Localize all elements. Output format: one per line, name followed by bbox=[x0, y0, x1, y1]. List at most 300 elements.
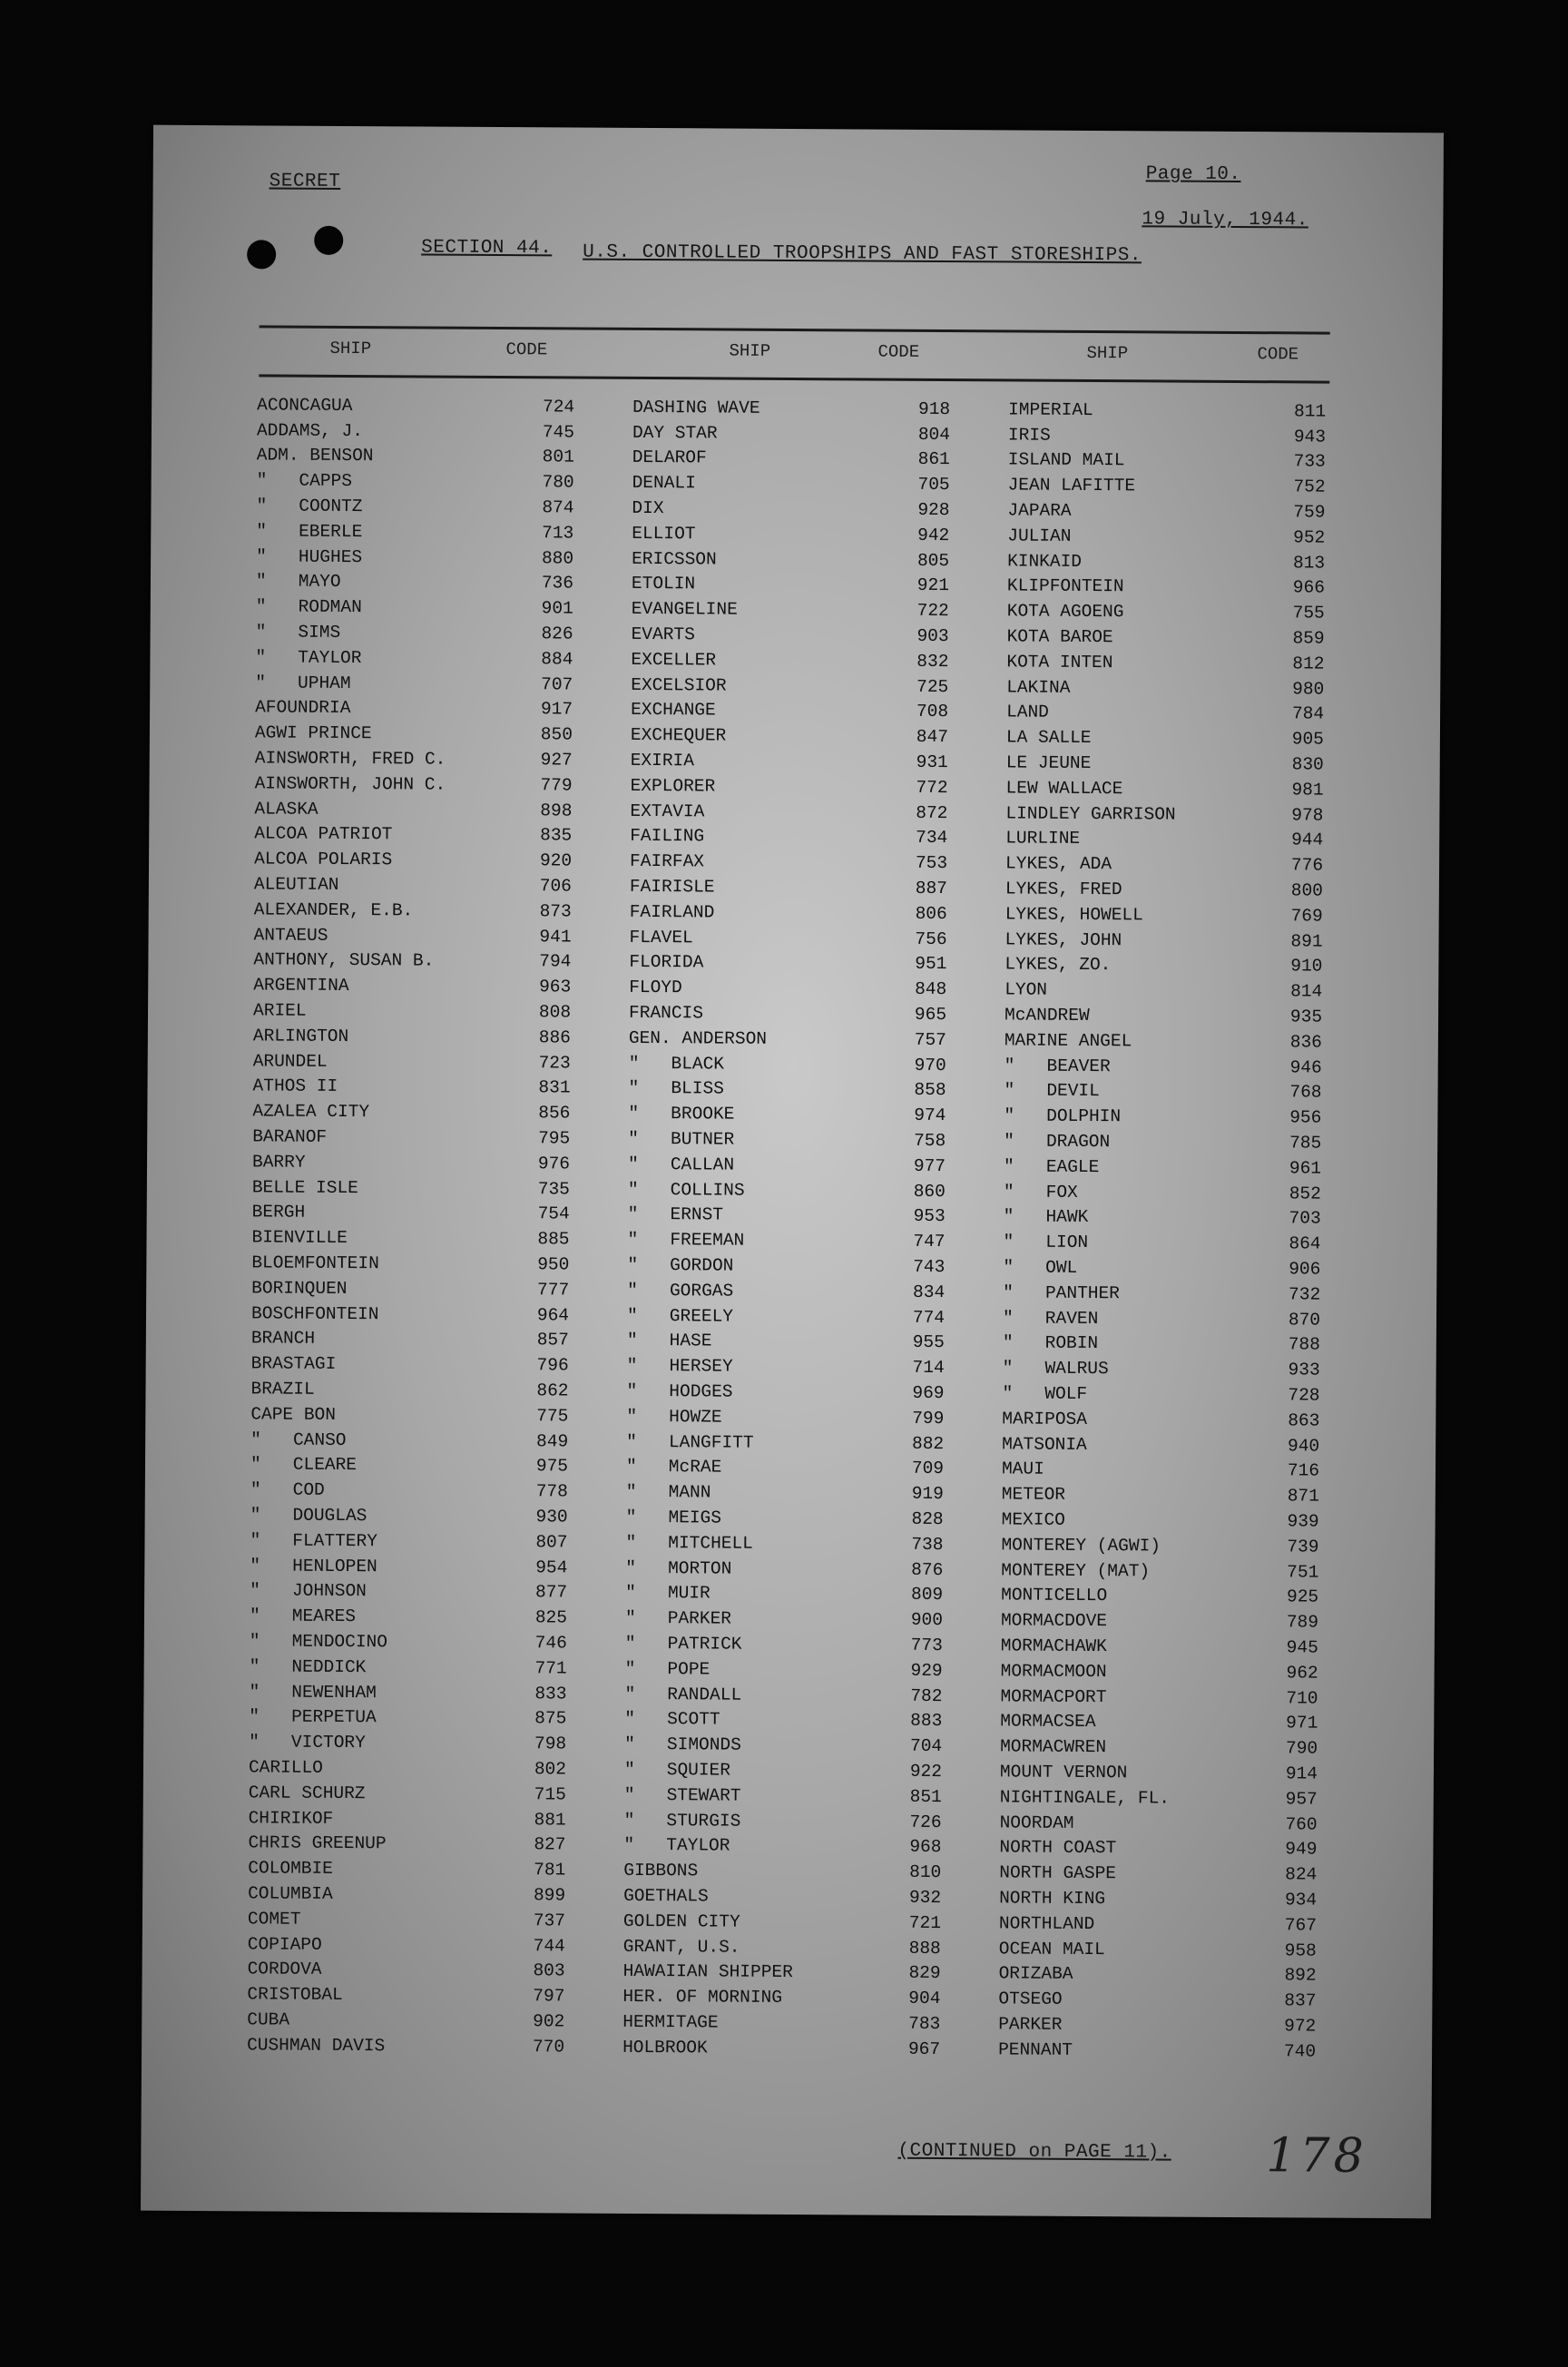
table-row bbox=[622, 1984, 940, 2011]
ship-name: " TAYLOR bbox=[623, 1835, 730, 1856]
ship-name: ALASKA bbox=[254, 799, 318, 820]
table-row bbox=[1006, 674, 1324, 702]
ship-code: 875 bbox=[534, 1708, 567, 1729]
ship-name: KINKAID bbox=[1007, 551, 1083, 572]
table-row bbox=[998, 2037, 1316, 2064]
ship-code: 886 bbox=[538, 1027, 571, 1048]
table-row bbox=[253, 922, 571, 949]
ship-name: MATSONIA bbox=[1002, 1433, 1087, 1455]
ship-code: 950 bbox=[537, 1254, 570, 1275]
ship-name: DAY STAR bbox=[632, 422, 718, 444]
ship-code: 704 bbox=[909, 1735, 943, 1757]
ship-name: " VICTORY bbox=[249, 1732, 366, 1753]
table-row bbox=[624, 1808, 942, 1835]
table-row bbox=[255, 746, 573, 773]
table-row bbox=[254, 796, 572, 823]
section-label: SECTION 44. bbox=[421, 237, 553, 260]
table-row bbox=[1003, 1356, 1320, 1383]
table-row bbox=[255, 644, 573, 672]
ship-name: CUSHMAN DAVIS bbox=[247, 2035, 386, 2056]
ship-name: EXIRIA bbox=[630, 750, 695, 771]
table-row bbox=[250, 1604, 567, 1631]
ship-name: GRANT, U.S. bbox=[622, 1936, 740, 1958]
table-row bbox=[1006, 775, 1324, 802]
ship-name: " GREELY bbox=[626, 1305, 734, 1327]
table-row bbox=[250, 1376, 568, 1403]
ship-code: 805 bbox=[916, 550, 950, 571]
table-row bbox=[1007, 624, 1325, 652]
ship-name: JEAN LAFITTE bbox=[1007, 475, 1136, 496]
table-row bbox=[253, 1023, 571, 1050]
table-row bbox=[631, 647, 948, 674]
ship-name: " COONTZ bbox=[256, 496, 363, 517]
ship-name: " JOHNSON bbox=[250, 1580, 367, 1602]
ship-code: 932 bbox=[908, 1887, 942, 1908]
table-row bbox=[1001, 1557, 1318, 1585]
table-row bbox=[1004, 1179, 1321, 1206]
ship-code: 714 bbox=[912, 1357, 945, 1379]
table-row bbox=[248, 1831, 565, 1858]
table-row bbox=[624, 1682, 942, 1709]
ship-name: ALEXANDER, E.B. bbox=[253, 899, 414, 921]
ship-name: LURLINE bbox=[1005, 828, 1081, 850]
table-row bbox=[629, 1026, 946, 1053]
ship-code: 849 bbox=[536, 1430, 569, 1452]
ship-code: 758 bbox=[914, 1130, 946, 1152]
table-row bbox=[626, 1454, 944, 1481]
ship-code: 745 bbox=[542, 421, 575, 443]
ship-name: " PARKER bbox=[624, 1608, 732, 1629]
table-row bbox=[256, 544, 573, 571]
table-row bbox=[256, 518, 573, 545]
ship-name: KOTA INTEN bbox=[1006, 652, 1113, 673]
table-row bbox=[249, 1730, 566, 1757]
ship-code: 813 bbox=[1292, 553, 1326, 574]
ship-code: 963 bbox=[539, 977, 572, 997]
ship-code: 921 bbox=[916, 575, 950, 596]
table-row bbox=[631, 697, 948, 724]
ship-name: BLOEMFONTEIN bbox=[251, 1252, 379, 1274]
ship-code: 949 bbox=[1285, 1839, 1318, 1860]
ship-code: 825 bbox=[534, 1607, 568, 1628]
table-row bbox=[625, 1556, 943, 1583]
table-row bbox=[632, 446, 950, 473]
ship-name: OTSEGO bbox=[998, 1989, 1063, 2009]
ship-code: 970 bbox=[914, 1055, 946, 1075]
ship-name: " DOLPHIN bbox=[1004, 1105, 1122, 1127]
column-header-code: CODE bbox=[1257, 344, 1299, 365]
punch-hole bbox=[247, 240, 276, 269]
ship-code: 939 bbox=[1287, 1511, 1319, 1532]
ship-code: 779 bbox=[540, 775, 573, 796]
ship-code: 851 bbox=[909, 1786, 942, 1807]
table-row bbox=[999, 1861, 1317, 1888]
ship-code: 945 bbox=[1286, 1637, 1318, 1658]
ship-name: ISLAND MAIL bbox=[1007, 449, 1125, 471]
ship-code: 785 bbox=[1289, 1133, 1322, 1154]
ship-name: " GORGAS bbox=[627, 1280, 734, 1301]
ship-code: 899 bbox=[533, 1885, 566, 1906]
ship-code: 831 bbox=[538, 1077, 571, 1098]
table-row bbox=[1008, 447, 1326, 475]
ship-code: 703 bbox=[1289, 1208, 1321, 1229]
table-row bbox=[255, 695, 573, 722]
ship-name: " NEWENHAM bbox=[249, 1681, 377, 1703]
ship-name: CAPE BON bbox=[250, 1404, 337, 1425]
ship-code: 810 bbox=[909, 1861, 942, 1883]
ship-code: 809 bbox=[910, 1585, 944, 1606]
table-row bbox=[254, 847, 572, 874]
ship-code: 922 bbox=[909, 1761, 943, 1782]
ship-name: ADDAMS, J. bbox=[256, 420, 364, 441]
ship-code: 835 bbox=[540, 825, 573, 846]
ship-code: 920 bbox=[539, 850, 573, 871]
ship-name: " MAYO bbox=[255, 571, 341, 593]
ship-name: AINSWORTH, JOHN C. bbox=[254, 773, 446, 795]
ship-name: IRIS bbox=[1007, 425, 1051, 446]
ship-name: ALEUTIAN bbox=[253, 874, 339, 895]
table-row bbox=[1004, 1078, 1321, 1105]
ship-code: 848 bbox=[915, 979, 947, 1000]
ship-code: 892 bbox=[1284, 1965, 1317, 1986]
table-row bbox=[625, 1606, 943, 1633]
ship-name: AGWI PRINCE bbox=[254, 722, 372, 744]
table-row bbox=[256, 620, 573, 647]
ship-name: EXCELSIOR bbox=[631, 674, 727, 696]
table-row bbox=[1006, 700, 1324, 727]
table-row bbox=[629, 949, 946, 977]
ship-code: 790 bbox=[1285, 1738, 1318, 1759]
table-row bbox=[630, 849, 947, 876]
ship-name: IMPERIAL bbox=[1008, 399, 1093, 420]
ship-name: JAPARA bbox=[1007, 500, 1072, 521]
table-row bbox=[632, 546, 949, 574]
ship-name: " HAWK bbox=[1003, 1206, 1089, 1228]
ship-code: 830 bbox=[1291, 754, 1324, 775]
table-row bbox=[623, 1909, 941, 1936]
table-row bbox=[257, 443, 574, 470]
ship-name: NORTH KING bbox=[999, 1888, 1106, 1910]
table-row bbox=[628, 1101, 946, 1128]
ship-name: " HASE bbox=[626, 1331, 712, 1351]
table-row bbox=[1003, 1331, 1320, 1358]
ship-name: BERGH bbox=[251, 1202, 306, 1223]
table-row bbox=[632, 470, 950, 497]
table-row bbox=[1006, 725, 1324, 752]
ship-code: 891 bbox=[1290, 930, 1323, 952]
table-row bbox=[1002, 1507, 1319, 1534]
table-row bbox=[630, 823, 947, 850]
ship-name: " RANDALL bbox=[624, 1684, 742, 1705]
table-row bbox=[251, 1275, 569, 1302]
ship-name: ANTHONY, SUSAN B. bbox=[253, 949, 435, 972]
table-row bbox=[247, 1982, 564, 2009]
ship-code: 933 bbox=[1288, 1360, 1320, 1380]
ship-code: 919 bbox=[911, 1483, 944, 1505]
ship-name: DASHING WAVE bbox=[632, 397, 760, 418]
ship-name: " UPHAM bbox=[255, 673, 351, 693]
ship-code: 824 bbox=[1285, 1864, 1318, 1885]
ship-name: DENALI bbox=[632, 473, 696, 494]
ship-name: " BLISS bbox=[628, 1078, 724, 1099]
ship-code: 803 bbox=[533, 1960, 565, 1981]
ship-name: HER. OF MORNING bbox=[622, 1986, 783, 2009]
table-row bbox=[629, 1051, 946, 1078]
ship-code: 934 bbox=[1284, 1890, 1318, 1910]
ship-code: 978 bbox=[1291, 804, 1324, 826]
ship-code: 795 bbox=[538, 1128, 571, 1149]
ship-name: " MENDOCINO bbox=[249, 1631, 388, 1653]
document-page bbox=[141, 125, 1444, 2219]
ship-name: FLOYD bbox=[629, 977, 682, 998]
table-row bbox=[629, 975, 946, 1002]
ship-name: KOTA BAROE bbox=[1006, 626, 1113, 648]
table-row bbox=[250, 1553, 567, 1580]
table-row bbox=[250, 1527, 567, 1555]
table-row bbox=[249, 1805, 566, 1832]
ship-code: 780 bbox=[542, 472, 574, 493]
ship-code: 874 bbox=[542, 497, 574, 518]
table-row bbox=[1004, 977, 1322, 1005]
ship-code: 941 bbox=[539, 926, 572, 948]
ship-code: 808 bbox=[538, 1002, 572, 1023]
table-row bbox=[1007, 548, 1325, 575]
table-row bbox=[252, 1099, 570, 1126]
ship-code: 721 bbox=[908, 1912, 942, 1933]
ship-name: " NEDDICK bbox=[249, 1656, 367, 1677]
table-row bbox=[1000, 1784, 1318, 1812]
table-row bbox=[255, 771, 573, 798]
table-row bbox=[251, 1301, 569, 1328]
ship-code: 928 bbox=[917, 499, 950, 521]
ship-code: 833 bbox=[534, 1683, 567, 1704]
table-row bbox=[256, 569, 573, 596]
ship-name: LEW WALLACE bbox=[1005, 778, 1123, 800]
table-row bbox=[632, 496, 949, 523]
table-row bbox=[623, 1959, 941, 1986]
table-row bbox=[630, 874, 947, 901]
ship-code: 724 bbox=[542, 397, 575, 417]
ship-name: " MITCHELL bbox=[625, 1532, 754, 1554]
table-row bbox=[251, 1326, 569, 1353]
table-row bbox=[631, 773, 948, 800]
ship-name: DELAROF bbox=[632, 447, 707, 468]
ship-name: MORMACHAWK bbox=[1000, 1635, 1107, 1657]
ship-name: " STURGIS bbox=[623, 1810, 741, 1832]
ship-name: CRISTOBAL bbox=[247, 1984, 343, 2006]
table-row bbox=[628, 1177, 946, 1204]
ship-name: FAIRLAND bbox=[629, 901, 715, 923]
ship-name: MARINE ANGEL bbox=[1004, 1030, 1132, 1052]
ship-code: 796 bbox=[536, 1355, 569, 1376]
ship-code: 969 bbox=[912, 1382, 945, 1403]
ship-code: 880 bbox=[541, 547, 574, 569]
table-row bbox=[1008, 422, 1326, 449]
table-row bbox=[626, 1429, 944, 1457]
ship-code: 965 bbox=[914, 1004, 947, 1026]
ship-code: 935 bbox=[1289, 1007, 1323, 1027]
ship-code: 951 bbox=[915, 954, 947, 975]
ship-code: 962 bbox=[1286, 1663, 1318, 1684]
ship-code: 971 bbox=[1286, 1713, 1318, 1734]
ship-code: 980 bbox=[1292, 679, 1325, 700]
table-row bbox=[251, 1351, 569, 1379]
ship-name: GOETHALS bbox=[623, 1885, 709, 1907]
ship-code: 728 bbox=[1288, 1385, 1320, 1406]
ship-name: MORMACMOON bbox=[1000, 1661, 1107, 1682]
ship-code: 753 bbox=[915, 853, 948, 874]
ship-code: 862 bbox=[536, 1380, 569, 1401]
punch-hole bbox=[314, 226, 343, 255]
ship-name: LYKES, ZO. bbox=[1004, 954, 1112, 976]
table-row bbox=[1000, 1734, 1318, 1762]
ship-code: 755 bbox=[1292, 603, 1325, 624]
table-row bbox=[999, 1936, 1317, 1963]
ship-code: 708 bbox=[916, 702, 949, 722]
ship-name: COLUMBIA bbox=[248, 1883, 333, 1904]
ship-code: 768 bbox=[1289, 1082, 1322, 1103]
ship-name: LAKINA bbox=[1006, 677, 1071, 698]
ship-code: 760 bbox=[1285, 1813, 1318, 1835]
ship-code: 918 bbox=[917, 398, 951, 419]
ship-code: 929 bbox=[910, 1660, 943, 1681]
ship-name: MONTICELLO bbox=[1001, 1585, 1108, 1606]
ship-code: 713 bbox=[542, 523, 574, 544]
ship-name: " PERPETUA bbox=[249, 1706, 377, 1728]
ship-name: MAUI bbox=[1001, 1459, 1044, 1480]
table-row bbox=[1001, 1658, 1318, 1685]
table-row bbox=[630, 899, 947, 927]
ship-name: FRANCIS bbox=[628, 1002, 704, 1024]
table-row bbox=[631, 673, 948, 700]
table-row bbox=[1002, 1431, 1319, 1459]
ship-name: " LANGFITT bbox=[626, 1431, 754, 1453]
table-row bbox=[1001, 1608, 1318, 1635]
ship-code: 706 bbox=[539, 876, 572, 897]
ship-code: 954 bbox=[535, 1557, 568, 1578]
table-row bbox=[1003, 1255, 1320, 1282]
ship-name: " FREEMAN bbox=[627, 1230, 745, 1251]
ship-code: 834 bbox=[913, 1282, 946, 1302]
ship-name: " BEAVER bbox=[1004, 1056, 1111, 1076]
table-row bbox=[623, 1883, 941, 1910]
ship-code: 798 bbox=[534, 1734, 567, 1754]
ship-code: 905 bbox=[1291, 729, 1324, 750]
classification-label: SECRET bbox=[269, 171, 341, 192]
table-row bbox=[248, 1957, 565, 1984]
table-row bbox=[254, 821, 572, 849]
ship-code: 799 bbox=[912, 1408, 945, 1429]
ship-name: CARL SCHURZ bbox=[248, 1783, 366, 1803]
ship-code: 767 bbox=[1284, 1915, 1318, 1936]
ship-code: 975 bbox=[535, 1456, 569, 1477]
ship-name: " MEIGS bbox=[625, 1507, 722, 1528]
ship-name: " EAGLE bbox=[1003, 1156, 1100, 1177]
table-row bbox=[1003, 1280, 1320, 1307]
table-row bbox=[1002, 1457, 1319, 1484]
table-row bbox=[1006, 751, 1324, 778]
ship-name: " FLATTERY bbox=[250, 1530, 378, 1551]
ship-code: 900 bbox=[910, 1609, 944, 1631]
table-row bbox=[250, 1401, 568, 1429]
table-row bbox=[255, 721, 573, 748]
document-date: 19 July, 1944. bbox=[1142, 209, 1308, 231]
ship-code: 794 bbox=[539, 951, 572, 972]
ship-name: ALCOA PATRIOT bbox=[254, 823, 393, 845]
table-row bbox=[256, 594, 573, 622]
ship-name: NOORDAM bbox=[999, 1812, 1074, 1833]
ship-code: 917 bbox=[540, 699, 573, 720]
ship-name: " MEARES bbox=[249, 1606, 357, 1627]
ship-name: " GORDON bbox=[627, 1254, 734, 1276]
ship-name: ARGENTINA bbox=[253, 975, 349, 997]
ship-name: FLAVEL bbox=[629, 927, 693, 948]
ship-name: LYKES, JOHN bbox=[1004, 929, 1122, 950]
ship-code: 752 bbox=[1293, 476, 1326, 497]
ship-code: 852 bbox=[1289, 1183, 1321, 1204]
ship-code: 904 bbox=[908, 1988, 941, 2009]
ship-name: ARLINGTON bbox=[252, 1026, 349, 1046]
table-row bbox=[254, 897, 572, 924]
table-row bbox=[248, 1931, 565, 1959]
ship-code: 942 bbox=[917, 525, 950, 545]
table-row bbox=[632, 521, 949, 548]
ship-name: GEN. ANDERSON bbox=[628, 1027, 768, 1049]
ship-name: ORIZABA bbox=[998, 1963, 1073, 1985]
table-row bbox=[1005, 901, 1323, 928]
table-row bbox=[626, 1479, 944, 1507]
ship-name: FAILING bbox=[630, 826, 705, 847]
ship-code: 827 bbox=[534, 1834, 566, 1855]
ship-code: 864 bbox=[1289, 1233, 1321, 1254]
ship-code: 858 bbox=[914, 1080, 946, 1101]
ship-name: " RODMAN bbox=[255, 596, 362, 618]
ship-code: 902 bbox=[533, 2011, 565, 2032]
ship-name: BELLE ISLE bbox=[251, 1176, 358, 1198]
table-row bbox=[625, 1656, 943, 1684]
ship-name: " COLLINS bbox=[627, 1179, 745, 1201]
table-row bbox=[623, 1933, 941, 1960]
ship-name: " HODGES bbox=[626, 1380, 733, 1402]
table-row bbox=[249, 1754, 566, 1782]
table-row bbox=[628, 1152, 946, 1179]
ship-name: LAND bbox=[1006, 702, 1049, 723]
ship-name: " CAPPS bbox=[256, 470, 353, 492]
ship-name: LA SALLE bbox=[1005, 727, 1092, 749]
ship-name: GIBBONS bbox=[623, 1860, 699, 1881]
ship-code: 746 bbox=[534, 1633, 567, 1654]
table-top-rule bbox=[260, 325, 1330, 334]
table-row bbox=[1004, 1204, 1321, 1232]
table-row bbox=[999, 1910, 1317, 1938]
ship-name: EXTAVIA bbox=[630, 800, 705, 822]
ship-code: 974 bbox=[914, 1105, 946, 1126]
ship-name: AINSWORTH, FRED C. bbox=[254, 748, 446, 770]
ship-name: MEXICO bbox=[1001, 1509, 1065, 1530]
ship-name: KLIPFONTEIN bbox=[1006, 575, 1124, 597]
ship-name: MORMACPORT bbox=[1000, 1685, 1107, 1707]
table-row bbox=[1005, 851, 1323, 879]
ship-name: ATHOS II bbox=[252, 1075, 338, 1097]
table-row bbox=[248, 1856, 565, 1883]
ship-code: 966 bbox=[1292, 577, 1326, 599]
ship-code: 860 bbox=[913, 1181, 946, 1202]
table-row bbox=[1005, 800, 1323, 828]
ship-name: " POPE bbox=[624, 1658, 710, 1680]
ship-name: " LION bbox=[1003, 1232, 1089, 1253]
ship-code: 743 bbox=[913, 1256, 946, 1278]
table-row bbox=[625, 1580, 943, 1607]
